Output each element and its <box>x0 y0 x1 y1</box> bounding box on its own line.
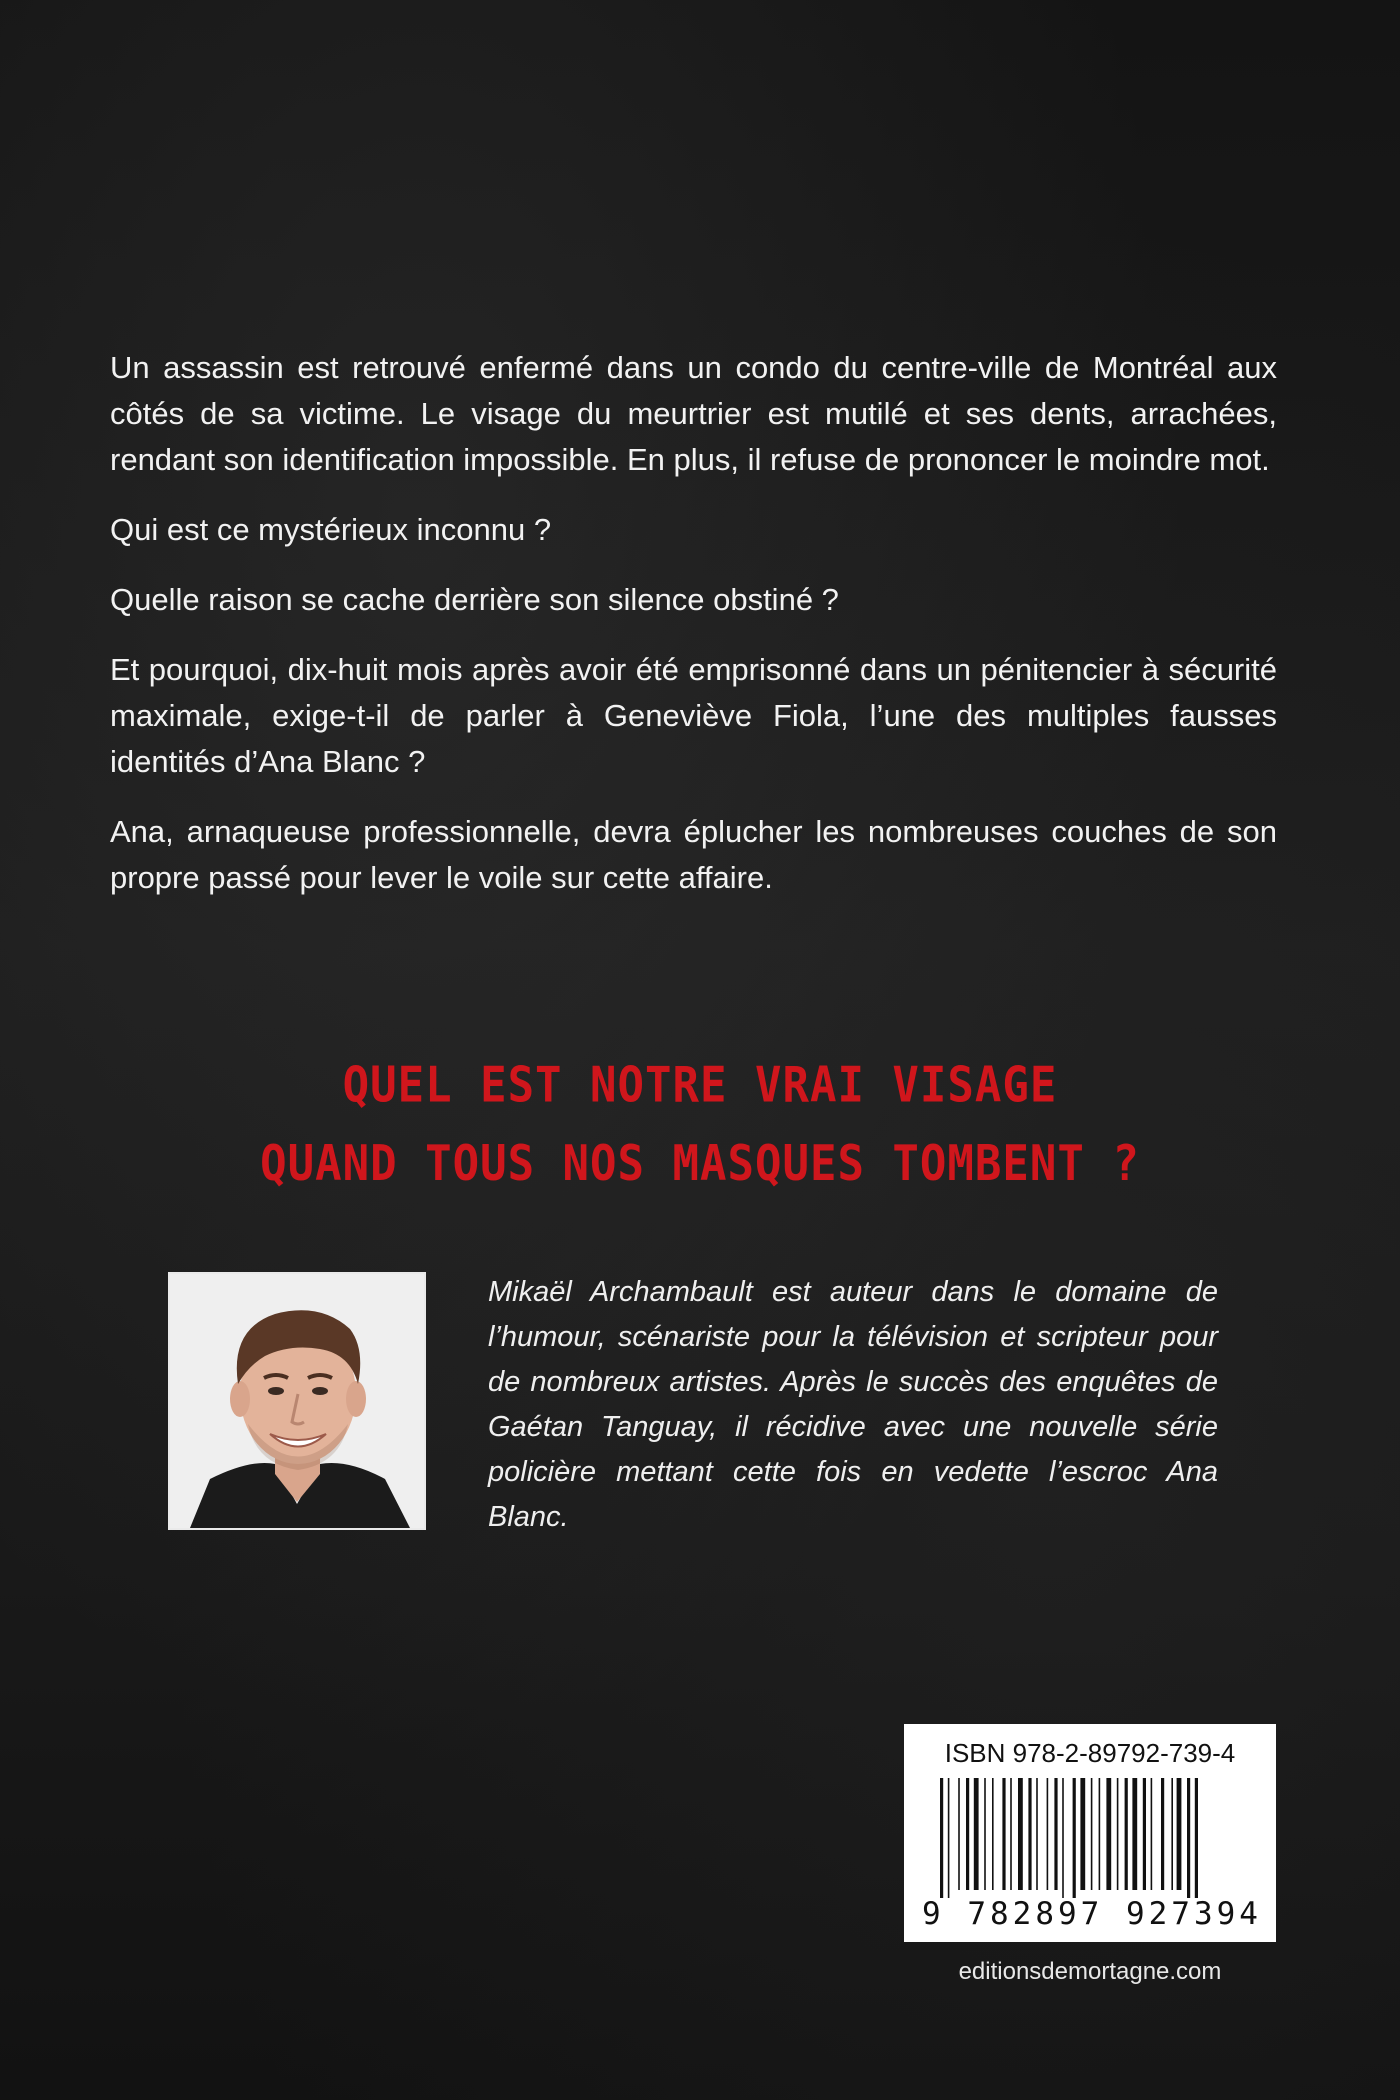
synopsis-paragraph-3: Quelle raison se cache derrière son silence obstiné ? <box>110 582 839 617</box>
barcode-digits: 9 782897 927394 <box>922 1896 1262 1932</box>
synopsis-paragraph-2: Qui est ce mystérieux inconnu ? <box>110 512 552 547</box>
synopsis-paragraph-5: Ana, arnaqueuse professionnelle, devra éplucher les nombreuses couches de son propre passé pour lever le voile sur cette affaire. <box>110 814 1277 895</box>
author-portrait-image <box>170 1274 424 1528</box>
isbn-label: ISBN 978-2-89792-739-4 <box>944 1738 1236 1768</box>
tagline-line-1: QUEL EST NOTRE VRAI VISAGE <box>342 1056 1058 1114</box>
tagline <box>0 1047 1400 1204</box>
author-bio: Mikaël Archambault est auteur dans le domaine de l’humour, scénariste pour la télévision et scripteur pour de nombreux artistes. Après le succès des enquêtes de Gaétan Tanguay, il récidive avec une nouvelle série policière mettant cette fois en vedette l’escroc Ana Blanc. <box>488 1276 1218 1533</box>
synopsis-paragraph-1: Un assassin est retrouvé enfermé dans un condo du centre-ville de Montréal aux côtés de sa victime. Le visage du meurtrier est mutilé et ses dents, arrachées, rendant son identification impossible. En plus, il refuse de prononcer le moindre mot. <box>110 350 1277 477</box>
author-photo <box>168 1272 426 1530</box>
barcode-bars <box>940 1778 1240 1898</box>
tagline-line-2: QUAND TOUS NOS MASQUES TOMBENT ? <box>260 1135 1140 1193</box>
synopsis-paragraph-4: Et pourquoi, dix-huit mois après avoir été emprisonné dans un pénitencier à sécurité maximale, exige-t-il de parler à Geneviève Fiola, l’une des multiples fausses identités d’Ana Blanc ? <box>110 652 1277 779</box>
publisher-website: editionsdemortagne.com <box>958 1958 1222 1985</box>
synopsis <box>110 345 1277 925</box>
isbn-barcode <box>904 1724 1276 1942</box>
